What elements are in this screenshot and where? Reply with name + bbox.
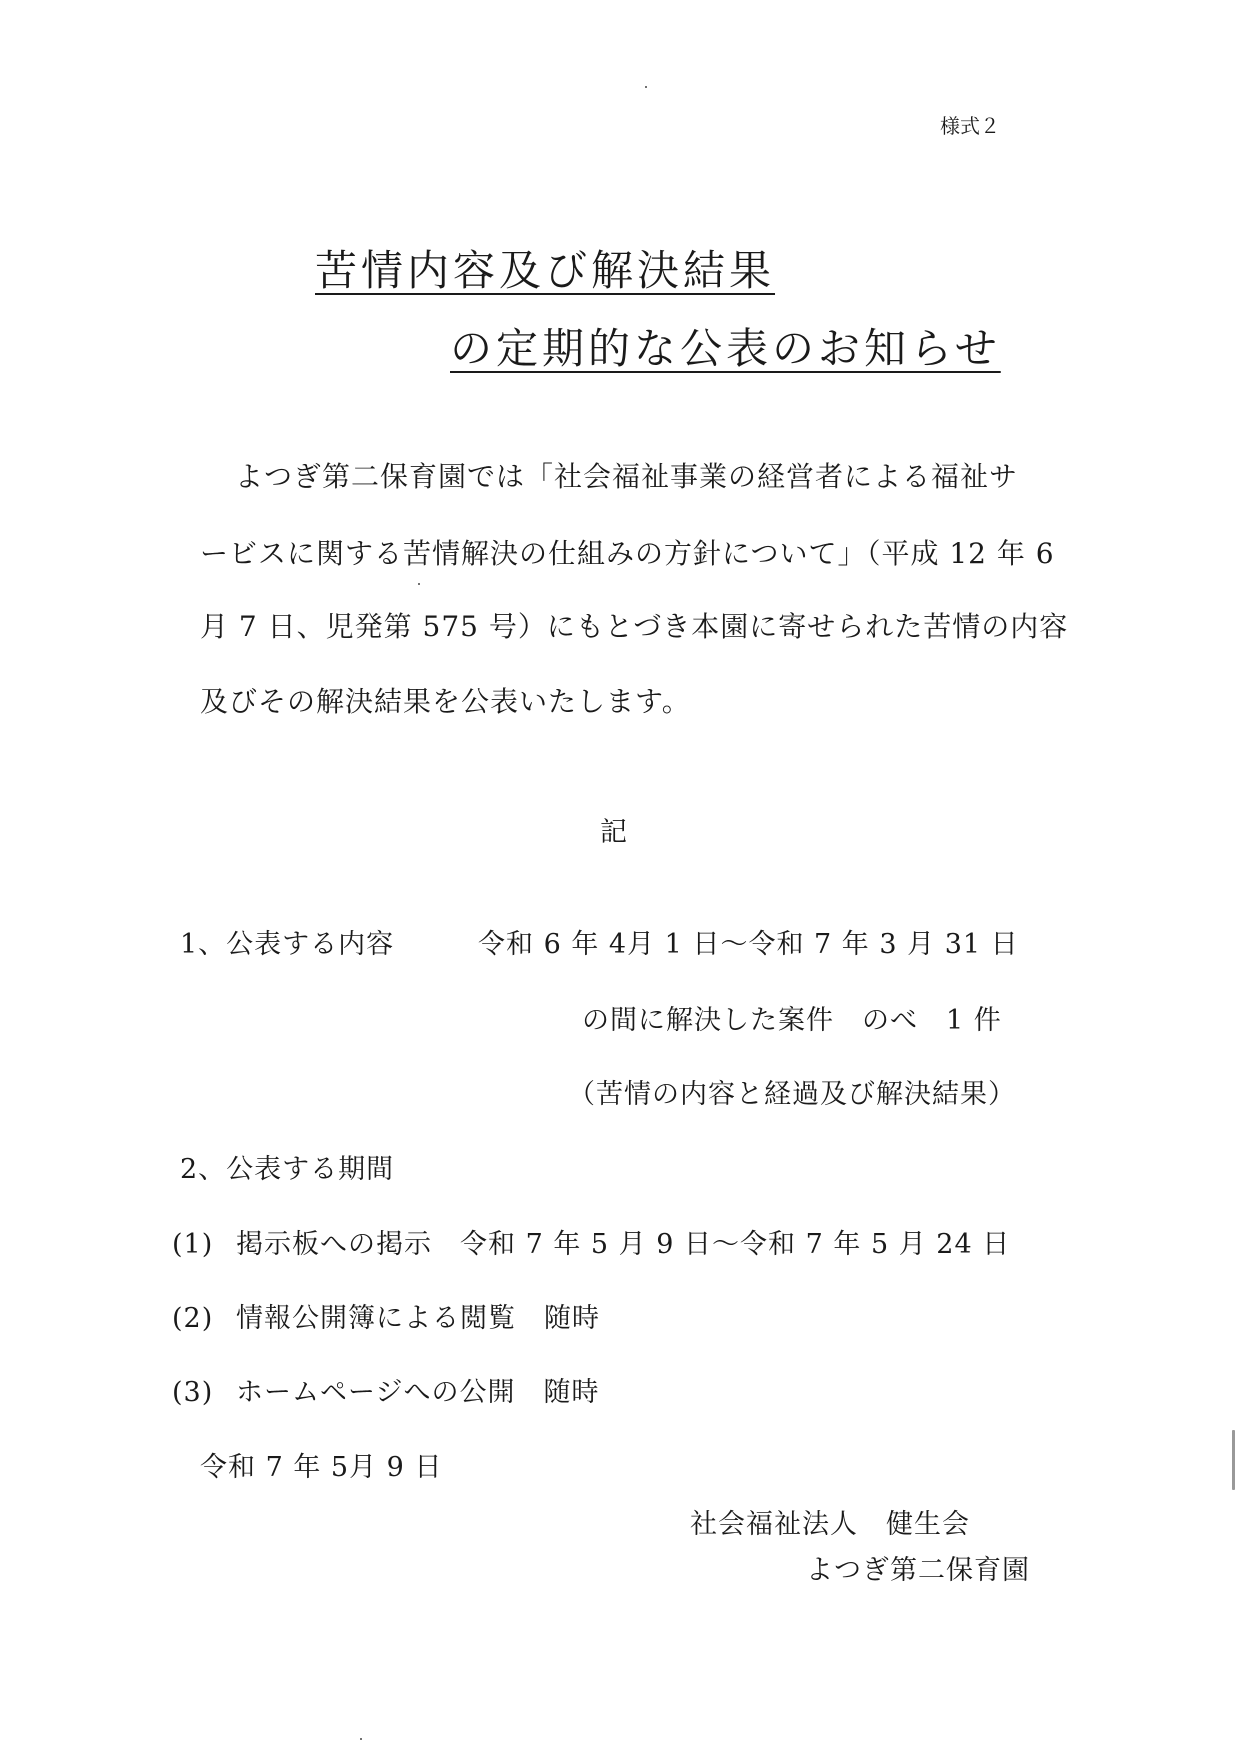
scan-speck [1232,1430,1235,1490]
item-1-count: の間に解決した案件 のべ 1 件 [582,1005,1002,1036]
publication-method-1 [172,1222,1010,1261]
scan-speck [418,583,420,585]
method-number: (2) [172,1303,214,1334]
issuer-nursery: よつぎ第二保育園 [806,1555,1030,1586]
publication-method-3 [172,1370,599,1409]
publication-method-2 [172,1296,600,1335]
method-text: 掲示板への掲示 令和 7 年 5 月 9 日～令和 7 年 5 月 24 日 [236,1229,1011,1260]
document-title-line-2: の定期的な公表のお知らせ [450,324,1001,373]
body-text-line-3: 月 7 日、児発第 575 号）にもとづき本園に寄せられた苦情の内容 [200,610,1069,643]
item-1-note: （苦情の内容と経過及び解決結果） [568,1079,1016,1110]
form-number-label: 様式２ [940,114,1000,138]
ki-heading: 記 [600,817,627,848]
item-2-label: 2、公表する期間 [180,1154,395,1185]
issuer-corporation: 社会福祉法人 健生会 [690,1509,970,1540]
body-text-line-4: 及びその解決結果を公表いたします。 [200,685,691,718]
item-1-label: 1、公表する内容 [180,929,395,960]
body-text-line-1: よつぎ第二保育園では「社会福祉事業の経営者による福祉サ [235,460,1019,493]
scan-speck [360,1738,362,1740]
method-text: 情報公開簿による閲覧 随時 [236,1303,600,1334]
scan-speck [645,86,647,88]
issue-date: 令和 7 年 5月 9 日 [200,1452,443,1483]
method-number: (1) [172,1229,214,1260]
method-number: (3) [172,1377,214,1408]
method-text: ホームページへの公開 随時 [236,1377,600,1408]
document-title-line-1: 苦情内容及び解決結果 [315,246,776,295]
item-1-period: 令和 6 年 4月 1 日～令和 7 年 3 月 31 日 [478,929,1019,960]
body-text-line-2: ービスに関する苦情解決の仕組みの方針について」（平成 12 年 6 [200,537,1055,570]
